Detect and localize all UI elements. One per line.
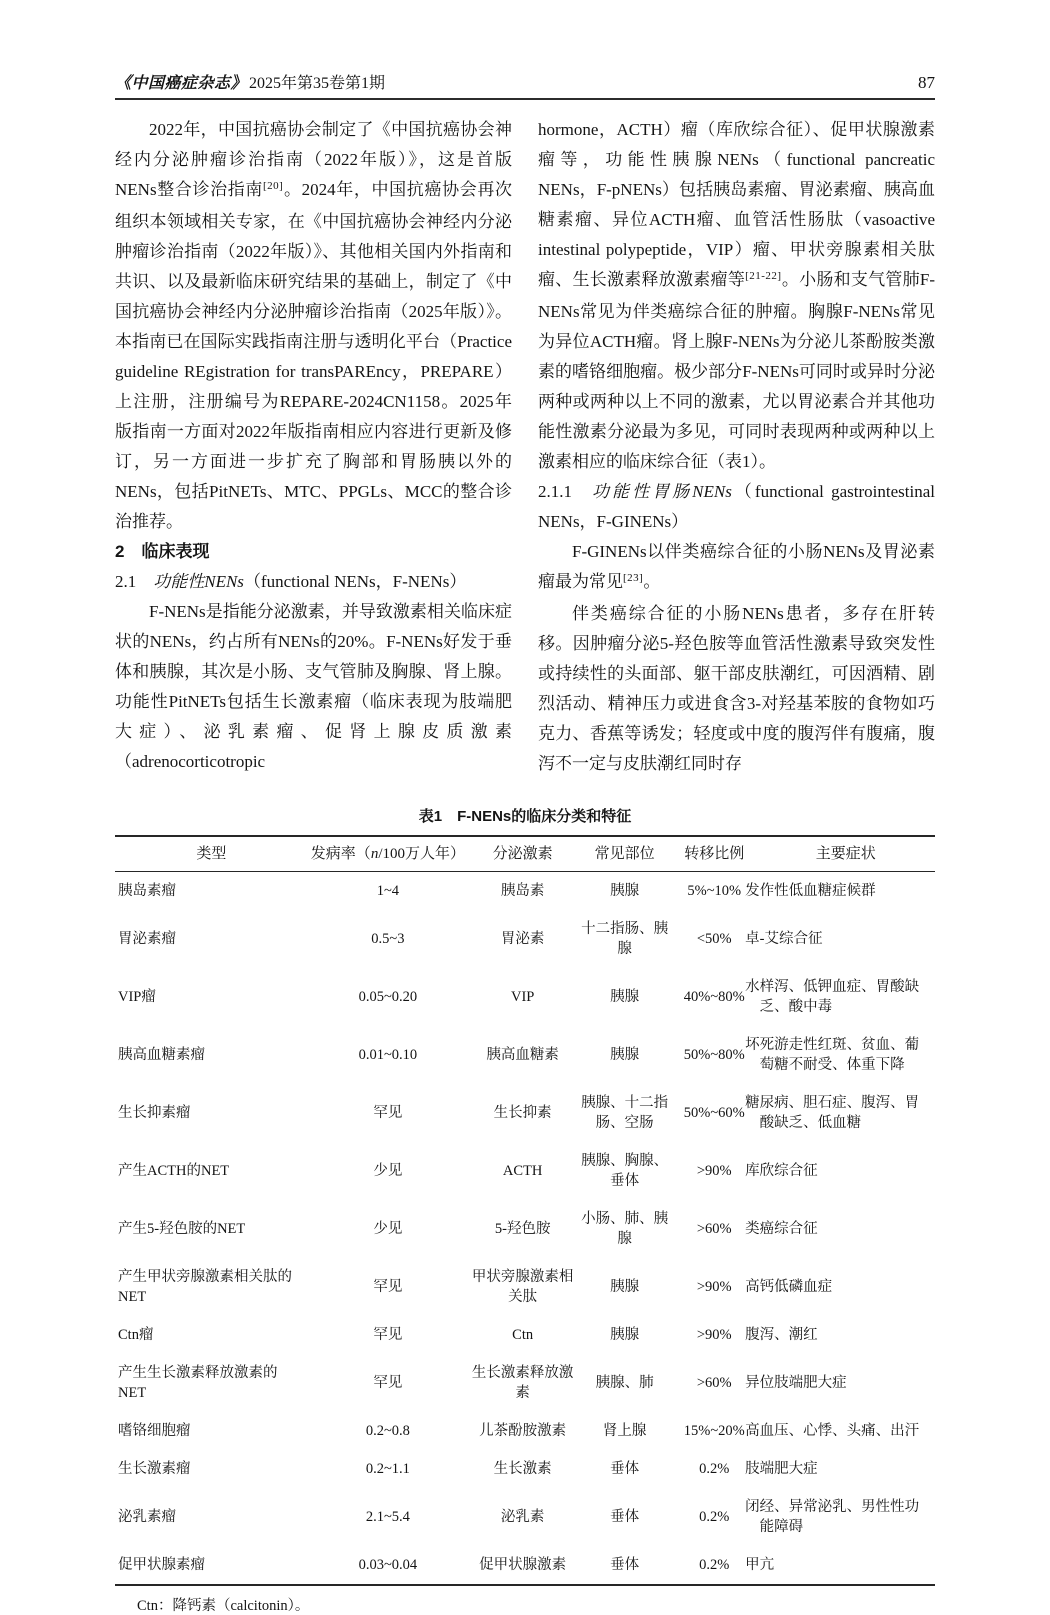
- table-cell: Ctn: [512, 1327, 534, 1343]
- table-cell: 肢端肥大症: [745, 1461, 818, 1477]
- table-cell: 嗜铬细胞瘤: [118, 1423, 191, 1439]
- table-cell: 50%~60%: [683, 1105, 745, 1121]
- table-cell: 生长激素瘤: [118, 1461, 191, 1477]
- table-cell: 胰岛素瘤: [118, 883, 176, 899]
- clinical-classification-table: [115, 835, 935, 1586]
- table-cell: 水样泻、低钾血症、胃酸缺乏、酸中毒: [745, 979, 920, 1015]
- table-cell: 腹泻、潮红: [745, 1327, 818, 1343]
- table-cell: 卓-艾综合征: [745, 931, 823, 947]
- table-body: [115, 872, 935, 1586]
- table-cell: 类癌综合征: [745, 1221, 818, 1237]
- table-cell: 甲状旁腺激素相关肽: [471, 1269, 574, 1305]
- table-cell: 产生甲状旁腺激素相关肽的NET: [118, 1269, 292, 1305]
- table-cell: <50%: [696, 931, 732, 947]
- table-header-row: [115, 836, 935, 872]
- table-row: [115, 1026, 935, 1084]
- table-cell: 儿茶酚胺激素: [479, 1423, 567, 1439]
- table-cell: >90%: [696, 1327, 732, 1343]
- subsection-heading: [538, 477, 935, 537]
- table-cell: 0.2%: [699, 1557, 730, 1573]
- table-cell: 50%~80%: [683, 1047, 745, 1063]
- table-cell: 5-羟色胺: [494, 1221, 551, 1237]
- table-cell: 促甲状腺激素: [479, 1557, 567, 1573]
- table-cell: 生长激素释放激素: [471, 1365, 574, 1401]
- issue-info: 2025年第35卷第1期: [249, 75, 386, 92]
- table-cell: >60%: [696, 1221, 732, 1237]
- header-text: /100万人年）: [378, 846, 465, 862]
- column-header-symptoms: 主要症状: [815, 846, 876, 862]
- table-row: [115, 1412, 935, 1450]
- table-cell: >90%: [696, 1163, 732, 1179]
- table-cell: 高钙低磷血症: [745, 1279, 833, 1295]
- table-cell: 闭经、异常泌乳、男性性功能障碍: [745, 1499, 920, 1535]
- table-cell: 0.01~0.10: [358, 1047, 418, 1063]
- section-number: 2: [115, 542, 125, 561]
- table-cell: 甲亢: [745, 1557, 775, 1573]
- table-cell: 垂体: [610, 1461, 640, 1477]
- table-cell: 15%~20%: [683, 1423, 745, 1439]
- table-cell: >90%: [696, 1279, 732, 1295]
- subsection-title-en: （functional gastrointestinal NENs，F-GINENs）: [538, 482, 935, 531]
- column-right: [538, 115, 935, 779]
- table-cell: 罕见: [373, 1105, 403, 1121]
- table-cell: 异位肢端肥大症: [745, 1375, 847, 1391]
- table-cell: 0.5~3: [371, 931, 405, 947]
- table-cell: 0.2%: [699, 1461, 730, 1477]
- table-cell: 生长激素: [493, 1461, 552, 1477]
- paragraph-text: hormone，ACTH）瘤（库欣综合征）、促甲状腺激素瘤等，功能性胰腺NENs（functional pancreatic NENs，F-pNENs）包括胰岛素瘤、胃泌素瘤、胰高血糖素瘤、异位ACTH瘤、血管活性肠肽（vasoactive intestinal polypeptide，VIP）瘤、甲状旁腺素相关肽瘤、生长激素释放激素瘤等: [538, 120, 935, 289]
- table-row: [115, 1450, 935, 1488]
- page-number: 87: [918, 73, 935, 92]
- subsection-title-cn: 功能性NENs: [153, 572, 244, 591]
- body-columns: [115, 115, 935, 779]
- table-cell: >60%: [696, 1375, 732, 1391]
- journal-issue-line: [115, 70, 385, 93]
- paragraph: [538, 537, 935, 599]
- column-header-incidence: [308, 836, 468, 872]
- paragraph: 伴类癌综合征的小肠NENs患者，多存在肝转移。因肿瘤分泌5-羟色胺等血管活性激素导致突发性或持续性的头面部、躯干部皮肤潮红，可因酒精、剧烈活动、精神压力或进食含3-对羟基苯胺的食物如巧克力、香蕉等诱发；轻度或中度的腹泻伴有腹痛，腹泻不一定与皮肤潮红同时存: [538, 604, 935, 773]
- table-cell: 胰高血糖素瘤: [118, 1047, 205, 1063]
- paragraph-text: 2022年，中国抗癌协会制定了《中国抗癌协会神经内分泌肿瘤诊治指南（2022年版）》，这是首版NENs整合诊治指南: [115, 120, 512, 199]
- table-cell: VIP: [510, 989, 535, 1005]
- table-footnote: Ctn：降钙素（calcitonin）。: [137, 1598, 310, 1614]
- table-cell: 垂体: [610, 1557, 640, 1573]
- column-left: [115, 115, 512, 779]
- subsection-heading: [115, 567, 512, 597]
- header-text: 发病率（: [310, 846, 371, 862]
- paragraph: [115, 115, 512, 537]
- table-cell: 生长抑素瘤: [118, 1105, 191, 1121]
- paragraph-text: 。2024年，中国抗癌协会再次组织本领域相关专家，在《中国抗癌协会神经内分泌肿瘤诊治指南（2022年版）》、其他相关国内外指南和共识、以及最新临床研究结果的基础上，制定了《中国抗癌协会神经内分泌肿瘤诊治指南（2025年版）》。本指南已在国际实践指南注册与透明化平台（Practice guideline REgistration for transPAREncy，PREPARE）上注册，注册编号为REPARE-2024CN1158。2025年版指南一方面对2022年版指南相应内容进行更新及修订，另一方面进一步扩充了胸部和胃肠胰以外的NENs，包括PitNETs、MTC、PPGLs、MCC的整合诊治推荐。: [115, 180, 512, 531]
- table-row: [115, 1316, 935, 1354]
- table-cell: 少见: [373, 1163, 403, 1179]
- table-row: [115, 1354, 935, 1412]
- column-header-metastasis: 转移比例: [684, 846, 745, 862]
- table-cell: 0.03~0.04: [358, 1557, 418, 1573]
- table-cell: 罕见: [373, 1327, 403, 1343]
- table-cell: 胃泌素瘤: [118, 931, 176, 947]
- table-cell: 小肠、肺、胰腺: [581, 1211, 669, 1247]
- table-cell: 0.05~0.20: [358, 989, 418, 1005]
- table-cell: 高血压、心悸、头痛、出汗: [745, 1423, 920, 1439]
- table-cell: 产生5-羟色胺的NET: [118, 1221, 246, 1237]
- citation-ref: [23]: [623, 571, 644, 584]
- subsection-title-en: （functional NENs，F-NENs）: [243, 572, 467, 591]
- header-variable: n: [370, 846, 379, 862]
- table-cell: 罕见: [373, 1279, 403, 1295]
- journal-page: [115, 70, 935, 1615]
- paragraph-text: 。小肠和支气管肺F-NENs常见为伴类癌综合征的肿瘤。胸腺F-NENs常见为异位ACTH瘤。肾上腺F-NENs为分泌儿茶酚胺类激素的嗜铬细胞瘤。极少部分F-NENs可同时或异时分泌两种或两种以上不同的激素，尤以胃泌素合并其他功能性激素分泌最为多见，可同时表现两种或两种以上激素相应的临床综合征（表1）。: [538, 270, 935, 471]
- table-cell: 胰腺: [610, 1047, 640, 1063]
- table-cell: 泌乳素: [500, 1509, 545, 1525]
- table-cell: 2.1~5.4: [365, 1509, 410, 1525]
- table-cell: 发作性低血糖症候群: [745, 883, 876, 899]
- table-row: [115, 1546, 935, 1585]
- table-cell: 坏死游走性红斑、贫血、葡萄糖不耐受、体重下降: [745, 1037, 920, 1073]
- page-header: [115, 70, 935, 100]
- table-cell: 促甲状腺素瘤: [118, 1557, 205, 1573]
- table-cell: 胃泌素: [500, 931, 545, 947]
- table-row: [115, 1258, 935, 1316]
- table-cell: 糖尿病、胆石症、腹泻、胃酸缺乏、低血糖: [745, 1095, 920, 1131]
- table-cell: 少见: [373, 1221, 403, 1237]
- table-row: [115, 1200, 935, 1258]
- table-cell: 胰腺、十二指肠、空肠: [581, 1095, 669, 1131]
- paragraph: [538, 115, 935, 477]
- table-row: [115, 872, 935, 911]
- column-header-hormone: 分泌激素: [492, 846, 553, 862]
- table-cell: 胰腺、肺: [595, 1375, 654, 1391]
- paragraph: F-NENs是指能分泌激素，并导致激素相关临床症状的NENs，约占所有NENs的20%。F-NENs好发于垂体和胰腺，其次是小肠、支气管肺及胸腺、肾上腺。功能性PitNETs包括生长激素瘤（临床表现为肢端肥大症）、泌乳素瘤、促肾上腺皮质激素（adrenocorticotropic: [115, 602, 512, 771]
- column-header-site: 常见部位: [594, 846, 655, 862]
- table-cell: 肾上腺: [602, 1423, 647, 1439]
- citation-ref: [21-22]: [745, 269, 782, 282]
- table-cell: 0.2~0.8: [365, 1423, 410, 1439]
- journal-title: 《中国癌症杂志》: [115, 75, 248, 92]
- table-cell: 40%~80%: [683, 989, 745, 1005]
- table-cell: 库欣综合征: [745, 1163, 818, 1179]
- section-title: 临床表现: [141, 542, 210, 561]
- table-title: 表1 F-NENs的临床分类和特征: [418, 808, 632, 825]
- table-cell: 产生ACTH的NET: [118, 1163, 230, 1179]
- table-row: [115, 1084, 935, 1142]
- table-cell: 5%~10%: [687, 883, 742, 899]
- section-heading: [115, 537, 512, 567]
- table-cell: 胰岛素: [500, 883, 545, 899]
- column-header-type: 类型: [196, 846, 227, 862]
- table-cell: ACTH: [502, 1163, 543, 1179]
- table-cell: Ctn瘤: [118, 1327, 154, 1343]
- table-cell: 垂体: [610, 1509, 640, 1525]
- table-cell: 胰腺、胸腺、垂体: [581, 1153, 669, 1189]
- table-cell: 生长抑素: [493, 1105, 552, 1121]
- paragraph-text: 。: [643, 572, 661, 591]
- subsection-number: 2.1.1: [538, 482, 572, 501]
- citation-ref: [20]: [263, 179, 284, 192]
- table-row: [115, 910, 935, 968]
- table-cell: 泌乳素瘤: [118, 1509, 176, 1525]
- paragraph-text: F-GINENs以伴类癌综合征的小肠NENs及胃泌素瘤最为常见: [538, 542, 935, 591]
- table-cell: 0.2%: [699, 1509, 730, 1525]
- subsection-number: 2.1: [115, 572, 137, 591]
- table-cell: 十二指肠、胰腺: [581, 921, 669, 957]
- table-cell: 罕见: [373, 1375, 403, 1391]
- table-cell: 0.2~1.1: [365, 1461, 410, 1477]
- table-cell: 胰腺: [610, 1327, 640, 1343]
- table-row: [115, 1488, 935, 1546]
- table-cell: 胰腺: [610, 883, 640, 899]
- subsection-title-cn: 功能性胃肠NENs: [589, 482, 732, 501]
- table-cell: VIP瘤: [118, 989, 156, 1005]
- table-cell: 胰高血糖素: [486, 1047, 559, 1063]
- table-cell: 产生生长激素释放激素的NET: [118, 1365, 278, 1401]
- table-row: [115, 1142, 935, 1200]
- table-block: [115, 805, 935, 1615]
- table-cell: 1~4: [376, 883, 400, 899]
- table-cell: 胰腺: [610, 989, 640, 1005]
- table-cell: 胰腺: [610, 1279, 640, 1295]
- table-row: [115, 968, 935, 1026]
